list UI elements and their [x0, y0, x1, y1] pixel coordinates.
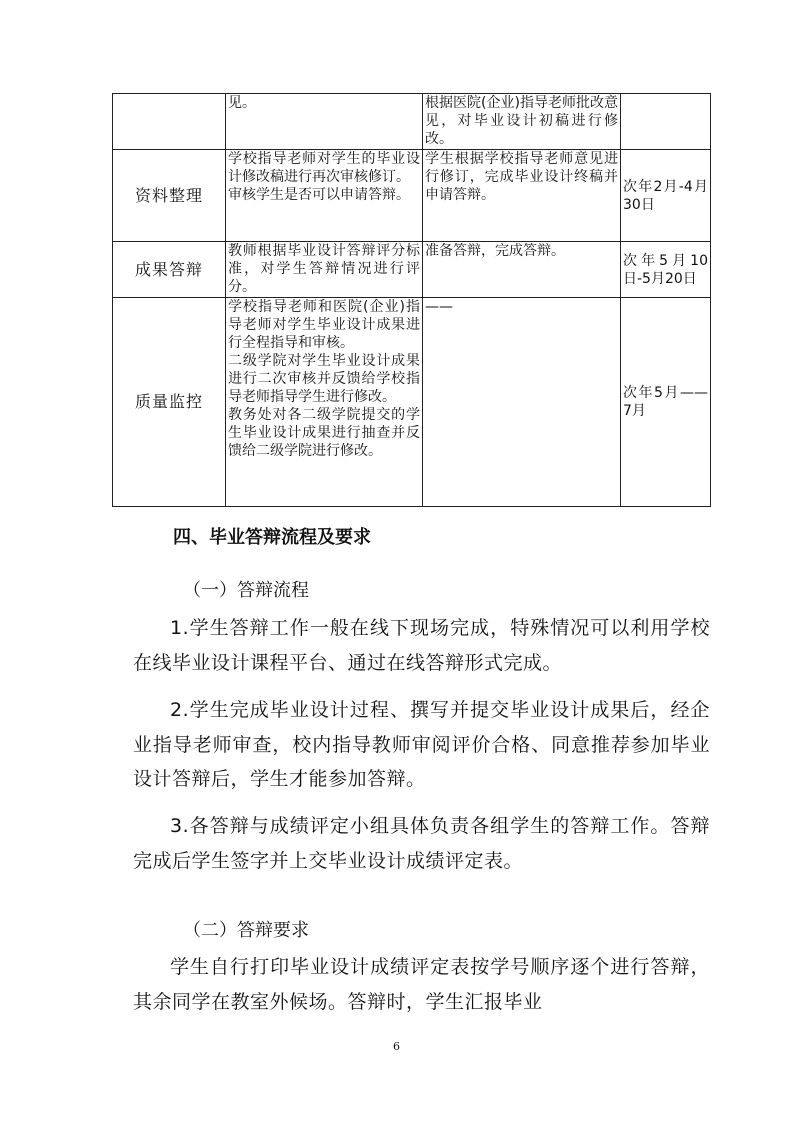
school-task-cell	[226, 150, 423, 242]
subsection-heading-requirements: （二）答辩要求	[183, 920, 309, 941]
school-task-text: 见。	[228, 95, 256, 111]
paragraph-4: 学生自行打印毕业设计成绩评定表按学号顺序逐个进行答辩，其余同学在教室外候场。答辩时，学生汇报毕业	[133, 956, 710, 1013]
school-task-text: 学校指导老师和医院(企业)指导老师对学生毕业设计成果进行全程指导和审核。	[228, 299, 420, 351]
student-task-cell	[423, 150, 621, 242]
time-cell: 次年5月——7月	[621, 298, 711, 507]
stage-cell: 成果答辩	[113, 242, 226, 298]
school-task-text: 二级学院对学生毕业设计成果进行二次审核并反馈给学校指导老师指导学生进行修改。	[228, 353, 420, 405]
student-task-text: 准备答辩，完成答辩。	[425, 243, 565, 259]
school-task-cell	[226, 242, 423, 298]
school-task-text: 教师根据毕业设计答辩评分标准，对学生答辩情况进行评分。	[228, 243, 420, 295]
subsection-heading-process: （一）答辩流程	[183, 580, 309, 601]
school-task-cell	[226, 298, 423, 507]
student-task-text: ——	[425, 299, 453, 315]
school-task-text: 审核学生是否可以申请答辩。	[228, 187, 410, 203]
table-row	[113, 150, 711, 242]
student-task-cell	[423, 298, 621, 507]
school-task-text: 学校指导老师对学生的毕业设计修改稿进行再次审核修订。	[228, 151, 420, 185]
student-task-text: 根据医院(企业)指导老师批改意见，对毕业设计初稿进行修改。	[425, 95, 618, 147]
stage-cell: 资料整理	[113, 150, 226, 242]
paragraph-1: 1.学生答辩工作一般在线下现场完成，特殊情况可以利用学校在线毕业设计课程平台、通过在线答辩形式完成。	[133, 617, 710, 674]
table-row	[113, 94, 711, 150]
student-task-text: 学生根据学校指导老师意见进行修订，完成毕业设计终稿并申请答辩。	[425, 151, 618, 203]
time-cell	[621, 94, 711, 150]
paragraph-3: 3.各答辩与成绩评定小组具体负责各组学生的答辩工作。答辩完成后学生签字并上交毕业设计成绩评定表。	[133, 815, 710, 872]
table-row	[113, 242, 711, 298]
time-cell: 次年5月10日-5月20日	[621, 242, 711, 298]
page-number: 6	[393, 1040, 400, 1053]
school-task-cell	[226, 94, 423, 150]
table-row	[113, 298, 711, 507]
paragraph-2: 2.学生完成毕业设计过程、撰写并提交毕业设计成果后，经企业指导老师审查，校内指导教师审阅评价合格、同意推荐参加毕业设计答辩后，学生才能参加答辩。	[133, 699, 710, 790]
stage-cell: 质量监控	[113, 298, 226, 507]
schedule-table	[112, 93, 711, 507]
school-task-text: 教务处对各二级学院提交的学生毕业设计成果进行抽查并反馈给二级学院进行修改。	[228, 407, 420, 459]
time-cell: 次年2月-4月30日	[621, 150, 711, 242]
stage-cell	[113, 94, 226, 150]
section-heading: 四、毕业答辩流程及要求	[173, 527, 371, 548]
student-task-cell	[423, 94, 621, 150]
student-task-cell	[423, 242, 621, 298]
